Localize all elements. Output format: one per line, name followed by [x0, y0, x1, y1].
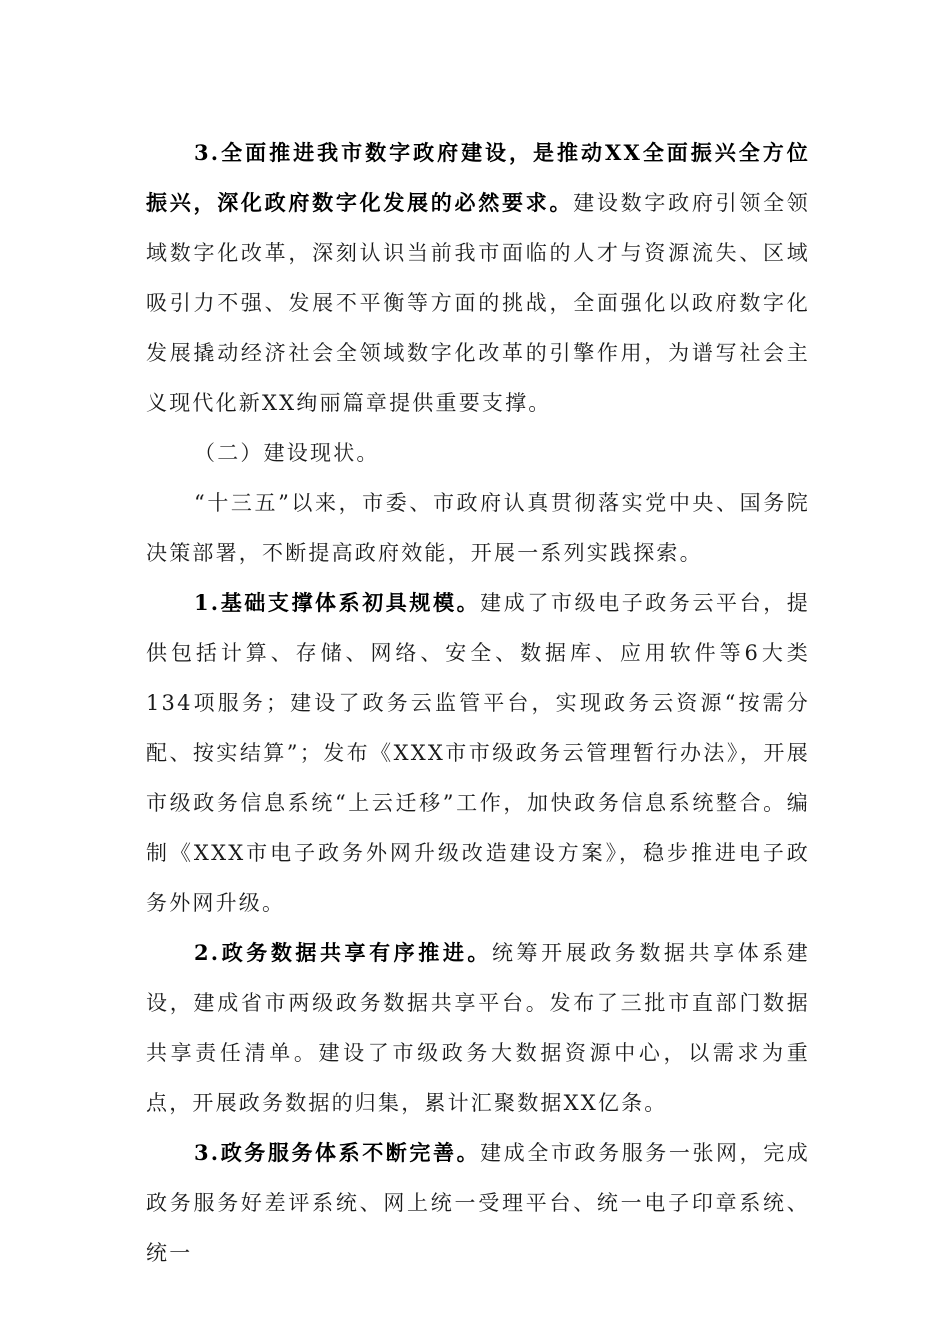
paragraph-infrastructure	[146, 578, 810, 928]
paragraph-intro	[146, 478, 810, 578]
paragraph-text: 统筹开展政务数据共享体系建设，建成省市两级政务数据共享平台。发布了三批市直部门数据共享责任清单。建设了市级政务大数据资源中心，以需求为重点，开展政务数据的归集，累计汇聚数据XX亿条。	[146, 941, 810, 1115]
paragraph-text: 建设数字政府引领全领域数字化改革，深刻认识当前我市面临的人才与资源流失、区域吸引力不强、发展不平衡等方面的挑战，全面强化以政府数字化发展撬动经济社会全领域数字化改革的引擎作用，为谱写社会主义现代化新XX绚丽篇章提供重要支撑。	[146, 191, 810, 415]
section-heading-status	[146, 428, 810, 478]
paragraph-heading: 3.政务服务体系不断完善。	[194, 1140, 481, 1165]
paragraph-text: 建成了市级电子政务云平台，提供包括计算、存储、网络、安全、数据库、应用软件等6大类134项服务；建设了政务云监管平台，实现政务云资源“按需分配、按实结算”；发布《XXX市市级政务云管理暂行办法》，开展市级政务信息系统“上云迁移”工作，加快政务信息系统整合。编制《XXX市电子政务外网升级改造建设方案》，稳步推进电子政务外网升级。	[146, 591, 810, 915]
paragraph-text: 建成全市政务服务一张网，完成政务服务好差评系统、网上统一受理平台、统一电子印章系统、统一	[146, 1141, 810, 1265]
paragraph-heading: 2.政务数据共享有序推进。	[194, 940, 492, 965]
paragraph-heading: 1.基础支撑体系初具规模。	[194, 590, 481, 615]
paragraph-significance	[146, 128, 810, 428]
paragraph-text: “十三五”以来，市委、市政府认真贯彻落实党中央、国务院决策部署，不断提高政府效能，开展一系列实践探索。	[146, 491, 810, 565]
document-body	[146, 128, 810, 1278]
section-heading-text: （二）建设现状。	[194, 441, 380, 465]
paragraph-heading: 3.全面推进我市数字政府建设，是推动XX全面振兴全方位振兴，深化政府数字化发展的必然要求。	[146, 140, 810, 215]
paragraph-data-sharing	[146, 928, 810, 1128]
paragraph-service-system	[146, 1128, 810, 1278]
